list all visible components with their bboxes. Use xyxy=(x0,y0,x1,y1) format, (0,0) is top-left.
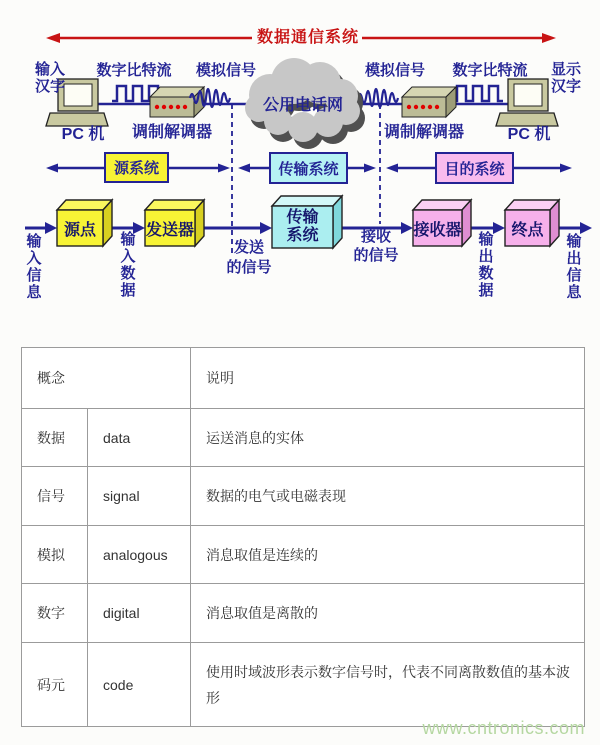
cell-desc: 数据的电气或电磁表现 xyxy=(191,467,585,526)
diagram-title: 数据通信系统 xyxy=(256,29,359,46)
input-chars-label xyxy=(32,61,68,95)
output-data-label: 输出数据 xyxy=(478,231,494,299)
cell-desc: 使用时域波形表示数字信号时，代表不同离散数值的基本波形 xyxy=(191,643,585,727)
cell-en: code xyxy=(88,643,191,727)
cell-term: 模拟 xyxy=(22,526,88,584)
cell-term: 码元 xyxy=(22,643,88,727)
source-system-label: 源系统 xyxy=(113,160,159,177)
modem-right-label: 调制解调器 xyxy=(383,124,464,141)
data-communication-diagram xyxy=(0,0,600,335)
cloud-label: 公用电话网 xyxy=(262,97,343,114)
input-data-label: 输入数据 xyxy=(120,231,136,299)
destination-system-label: 目的系统 xyxy=(444,160,505,178)
label-line: 传输系统 xyxy=(286,209,319,244)
table-row xyxy=(22,526,585,584)
cell-term: 信号 xyxy=(22,467,88,526)
analog-signal-right-label: 模拟信号 xyxy=(364,62,425,79)
header-description: 说明 xyxy=(191,348,585,409)
sent-signal-label xyxy=(222,238,276,278)
label-line: 汉字 xyxy=(550,78,581,95)
transmitter-label: 发送器 xyxy=(145,221,194,239)
transmission-system-label: 传输系统 xyxy=(278,160,339,178)
modem-left-label: 调制解调器 xyxy=(131,124,212,141)
cell-term: 数据 xyxy=(22,409,88,467)
input-info-label: 输入信息 xyxy=(26,233,42,301)
concept-table xyxy=(21,347,585,727)
received-signal-label xyxy=(348,227,404,265)
pc-left-label: PC 机 xyxy=(61,126,105,143)
analog-signal-left-label: 模拟信号 xyxy=(195,62,256,79)
display-chars-label xyxy=(548,61,584,95)
cell-en: signal xyxy=(88,467,191,526)
label-line: 的信号 xyxy=(353,247,399,264)
table-row xyxy=(22,643,585,727)
label-line: 显示 xyxy=(550,61,581,78)
label-line: 汉字 xyxy=(34,78,65,95)
source-node-label: 源点 xyxy=(63,221,96,239)
table-row xyxy=(22,584,585,643)
header-concept: 概念 xyxy=(22,348,191,409)
label-line: 的信号 xyxy=(226,259,272,276)
table-row xyxy=(22,467,585,526)
transmission-node-label xyxy=(272,206,333,248)
digital-bitstream-right-label: 数字比特流 xyxy=(452,62,528,79)
table-header-row xyxy=(22,348,585,409)
output-info-label: 输出信息 xyxy=(566,233,582,301)
cell-en: analogous xyxy=(88,526,191,584)
modem-icon-right xyxy=(402,87,456,117)
pc-right-label: PC 机 xyxy=(507,126,551,143)
cell-desc: 消息取值是离散的 xyxy=(191,584,585,643)
cell-desc: 运送消息的实体 xyxy=(191,409,585,467)
label-line: 输入 xyxy=(34,61,65,78)
square-wave-icon-right xyxy=(452,86,503,101)
table-row xyxy=(22,409,585,467)
digital-bitstream-left-label: 数字比特流 xyxy=(96,62,172,79)
receiver-label: 接收器 xyxy=(413,221,462,239)
cell-desc: 消息取值是连续的 xyxy=(191,526,585,584)
cell-en: digital xyxy=(88,584,191,643)
cell-term: 数字 xyxy=(22,584,88,643)
label-line: 发送 xyxy=(233,239,264,256)
cell-en: data xyxy=(88,409,191,467)
watermark: www.cntronics.com xyxy=(422,718,585,738)
label-line: 接收 xyxy=(360,228,391,245)
end-node-label: 终点 xyxy=(511,221,544,239)
